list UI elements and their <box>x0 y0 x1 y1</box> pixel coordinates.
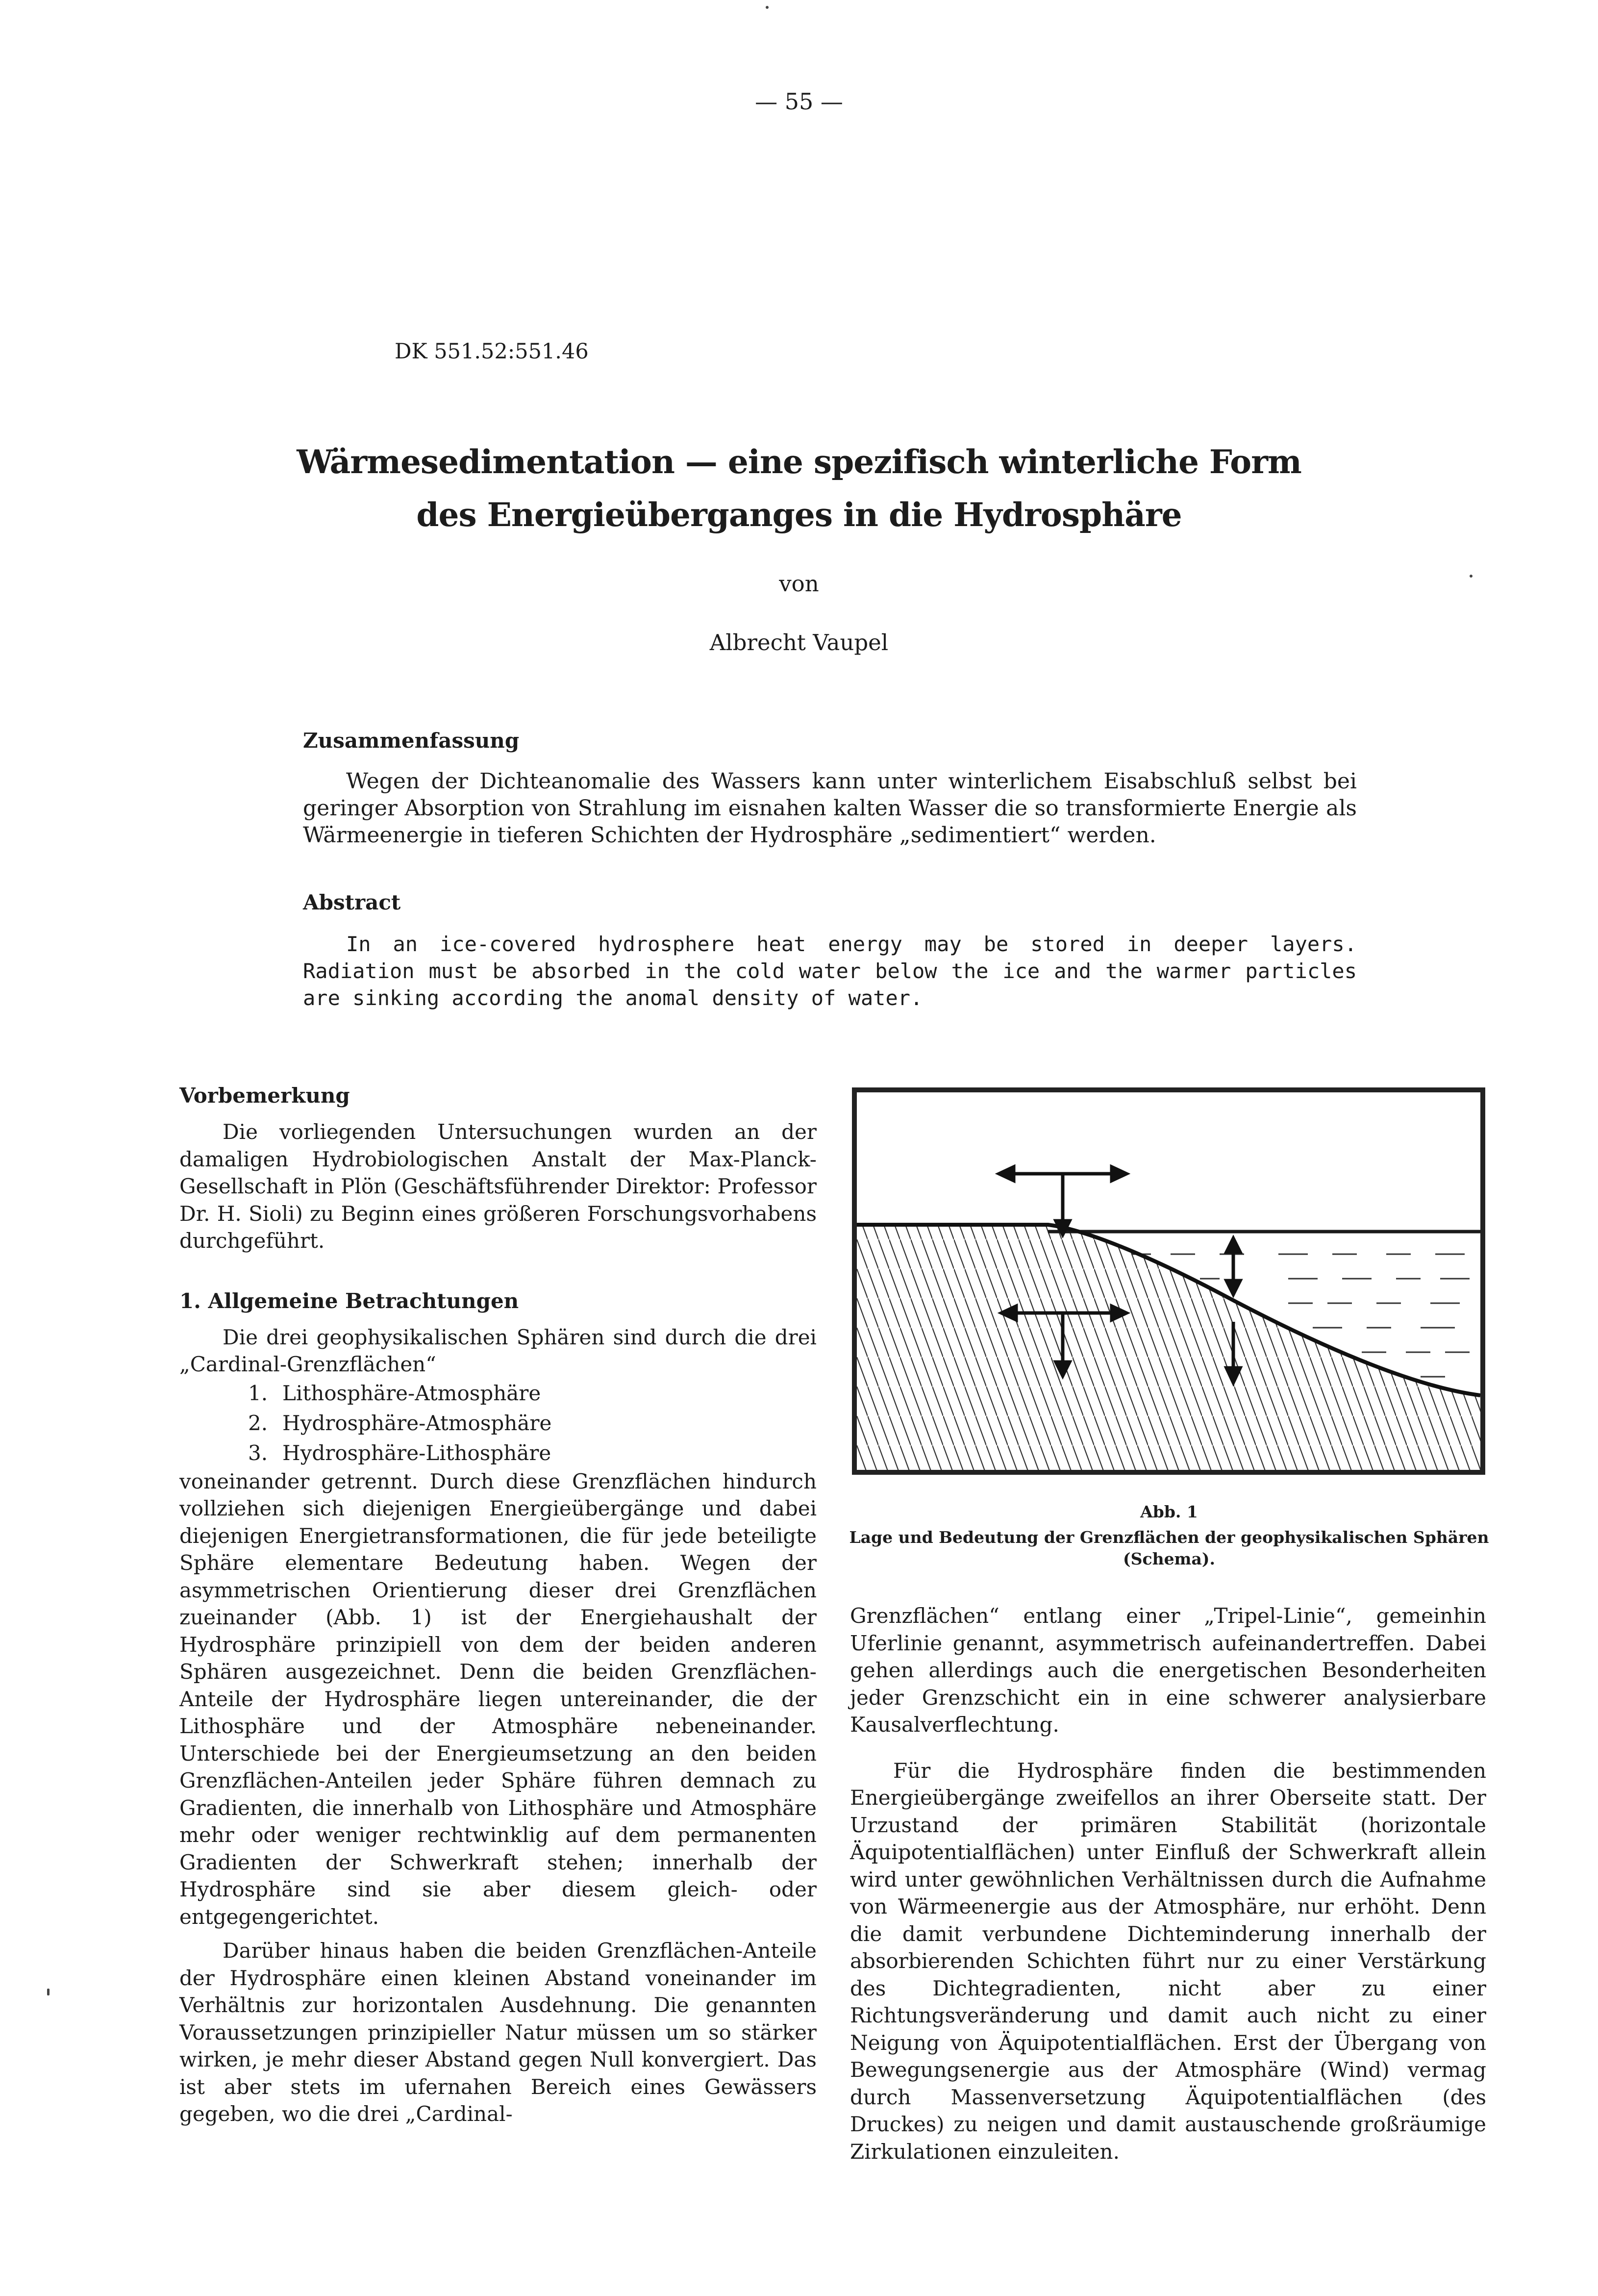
abstract-text: In an ice-covered hydrosphere heat energy may be stored in deeper layers. Radiation must be absorbed in the cold water below the ice and the warmer particles are sinking according the anomal density of water. <box>303 932 1357 1010</box>
summary-text: Wegen der Dichteanomalie des Wassers kann unter winterlichem Eisabschluß selbst bei geringer Absorption von Strahlung im eisnahen kalten Wasser die so transformierte Energie als Wärmeenergie in tieferen Schichten der Hydrosphäre „sedimentiert“ werden. <box>303 769 1357 848</box>
figure-caption: Lage und Bedeutung der Grenzflächen der geophysikalischen Sphären (Schema). <box>849 1528 1489 1568</box>
right-column <box>850 1602 1486 2165</box>
list-number: 2. <box>248 1411 268 1435</box>
interface-diagram <box>857 1092 1480 1470</box>
right-paragraph-1: Grenzflächen“ entlang einer „Tripel-Linie“, gemeinhin Uferlinie genannt, asymmetrisch aufeinandertreffen. Dabei gehen allerdings auch die energetischen Besonderheiten jeder Grenzschicht ein in eine schwerer analysierbare Kausalverflechtung. <box>850 1604 1486 1737</box>
list-item <box>179 1378 817 1408</box>
title-line-2: des Energieüberganges in die Hydrosphäre <box>416 496 1182 534</box>
prelim-paragraph <box>179 1118 817 1255</box>
lithosphere-area <box>857 1225 1480 1470</box>
list-text: Lithosphäre-Atmosphäre <box>282 1381 541 1405</box>
classification-code: DK 551.52:551.46 <box>395 339 589 364</box>
scan-speck <box>766 6 769 9</box>
section1-paragraph-2-text: Darüber hinaus haben die beiden Grenzflächen-Anteile der Hydrosphäre einen kleinen Abstand voneinander im Verhältnis zur horizontalen Ausdehnung. Die genannten Voraussetzungen prinzipieller Natur müssen um so stärker wirken, je mehr dieser Abstand gegen Null konvergiert. Das ist aber stets im ufernahen Bereich eines Gewässers gegeben, wo die drei „Cardinal- <box>179 1939 817 2126</box>
section1-intro <box>179 1324 817 1378</box>
abstract-heading: Abstract <box>303 890 401 914</box>
list-number: 1. <box>248 1381 268 1405</box>
summary-paragraph <box>303 768 1357 849</box>
title-line-1: Wärmesedimentation — eine spezifisch winterliche Form <box>297 443 1301 481</box>
list-text: Hydrosphäre-Atmosphäre <box>282 1411 552 1435</box>
section1-paragraph-2 <box>179 1937 817 2128</box>
list-item <box>179 1408 817 1438</box>
abstract-paragraph <box>303 931 1357 1011</box>
list-text: Hydrosphäre-Lithosphäre <box>282 1440 551 1465</box>
article-title <box>147 435 1451 541</box>
hydrosphere-double-arrow <box>1226 1238 1240 1294</box>
list-item <box>179 1438 817 1468</box>
left-column <box>179 1084 817 2128</box>
section1-intro-text: Die drei geophysikalischen Sphären sind durch die drei „Cardinal-Grenzflächen“ <box>179 1325 817 1376</box>
prelim-heading: Vorbemerkung <box>179 1084 350 1108</box>
list-number: 3. <box>248 1440 268 1465</box>
figure-label: Abb. 1 <box>1140 1502 1198 1521</box>
section1-paragraph-1: voneinander getrennt. Durch diese Grenzflächen hindurch vollziehen sich diejenigen Energieübergänge und dabei diejenigen Energietransformationen, die für jede beteiligte Sphäre elementare Bedeutung haben. Wegen der asymmetrischen Orientierung dieser drei Grenzflächen zueinander (Abb. 1) ist der Energiehaushalt der Hydrosphäre prinzipiell von dem der beiden anderen Sphären ausgezeichnet. Denn die beiden Grenzflächen-Anteile der Hydrosphäre liegen untereinander, die der Lithosphäre und der Atmosphäre nebeneinander. Unterschiede bei der Energieumsetzung an den beiden Grenzflächen-Anteilen jeder Sphäre führen demnach zu Gradienten, die innerhalb von Lithosphäre und Atmosphäre mehr oder weniger rechtwinklig auf dem permanenten Gradienten der Schwerkraft stehen; innerhalb der Hydrosphäre sind sie aber diesem gleich- oder entgegengerichtet. <box>179 1469 817 1929</box>
scan-speck <box>47 1989 50 1995</box>
scan-speck <box>1470 575 1473 578</box>
summary-heading: Zusammenfassung <box>303 729 520 753</box>
right-paragraph-2-text: Für die Hydrosphäre finden die bestimmenden Energieübergänge zweifellos an ihrer Oberseite statt. Der Urzustand der primären Stabilität (horizontale Äquipotentialflächen) unter Einfluß der Schwerkraft allein wird unter gewöhnlichen Verhältnissen durch die Aufnahme von Wärmeenergie aus der Atmosphäre, nur erhöht. Denn die damit verbundene Dichteminderung innerhalb der absorbierenden Schichten führt nur zu einer Verstärkung des Dichtegradienten, nicht aber zu einer Richtungsveränderung und damit auch nicht zu einer Neigung von Äquipotentialflächen. Erst der Übergang von Bewegungsenergie aus der Atmosphäre (Wind) vermag durch Massenversetzung Äquipotentialflächen (des Druckes) zu neigen und damit austauschende großräumige Zirkulationen einzuleiten. <box>850 1758 1486 2164</box>
prelim-text: Die vorliegenden Untersuchungen wurden an der damaligen Hydrobiologischen Anstalt der Max-Planck-Gesellschaft in Plön (Geschäftsführender Direktor: Professor Dr. H. Sioli) zu Beginn eines größeren Forschungsvorhabens durchgeführt. <box>179 1120 817 1253</box>
figure-schema <box>852 1087 1485 1475</box>
section1-heading: 1. Allgemeine Betrachtungen <box>179 1288 519 1313</box>
page-number: — 55 — <box>755 88 843 115</box>
author-name: Albrecht Vaupel <box>709 630 889 656</box>
byline-von: von <box>779 571 819 597</box>
right-paragraph-2 <box>850 1757 1486 2166</box>
